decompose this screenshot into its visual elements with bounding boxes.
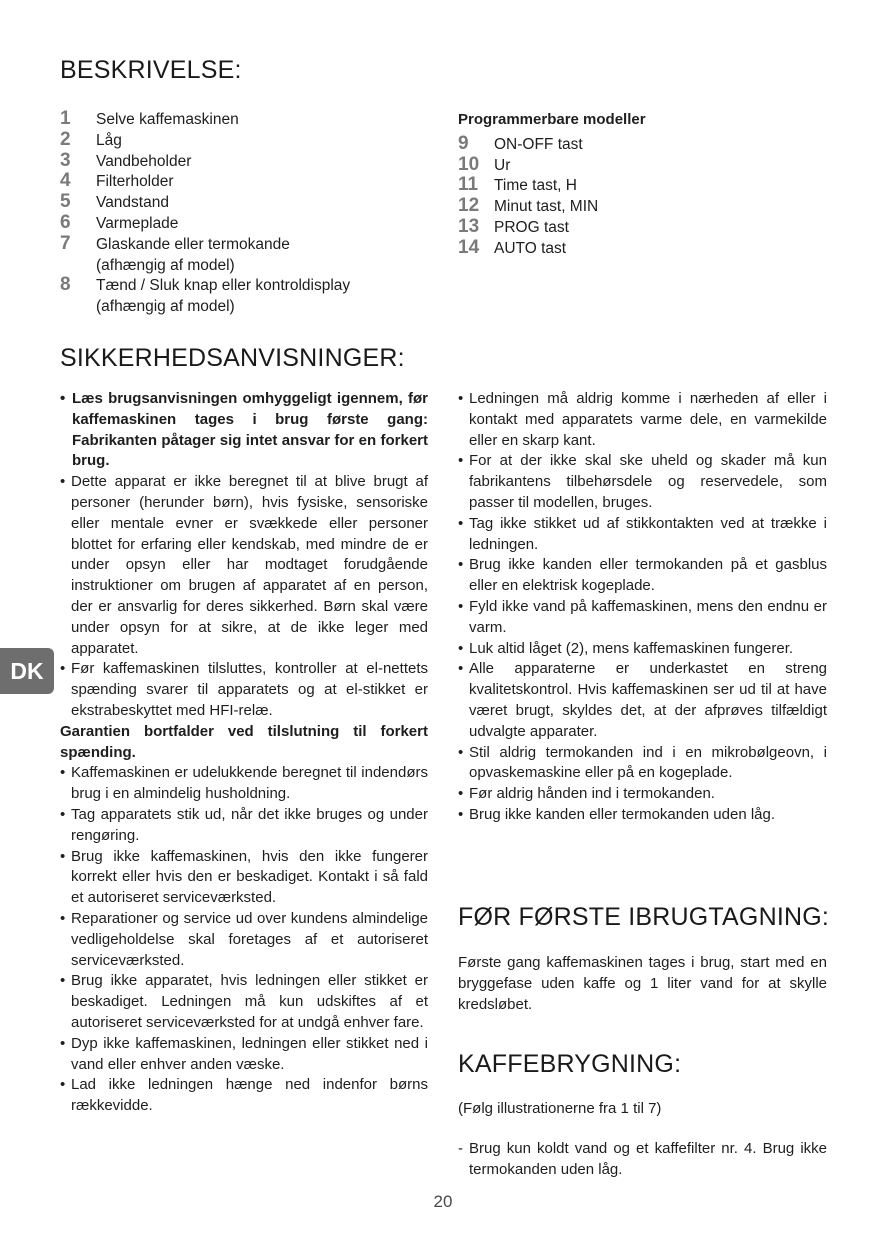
safety-item: • Reparationer og service ud over kundens almindelige vedligeholdelse skal foretages af et autoriseret serviceværksted. xyxy=(60,909,428,971)
part-item: 5 Vandstand xyxy=(60,191,169,213)
programmable-item: 11 Time tast, H xyxy=(458,174,577,196)
safety-item: • Kaffemaskinen er udelukkende beregnet til indendørs brug i en almindelig husholdning. xyxy=(60,763,428,805)
safety-item: • Fyld ikke vand på kaffemaskinen, mens den endnu er varm. xyxy=(458,597,827,639)
safety-item: • Tag ikke stikket ud af stikkontakten ved at trække i ledningen. xyxy=(458,514,827,556)
safety-intro: • Læs brugsanvisningen omhyggeligt igennem, før kaffemaskinen tages i brug første gang: Fabrikanten påtager sig intet ansvar for en forkert brug. xyxy=(60,389,428,472)
part-item: 3 Vandbeholder xyxy=(60,149,192,171)
programmable-item: 10 Ur xyxy=(458,153,511,175)
safety-item: • Stil aldrig termokanden ind i en mikrobølgeovn, i opvaskemaskine eller på en kogeplade. xyxy=(458,743,827,785)
heading-brewing: KAFFEBRYGNING: xyxy=(458,1050,682,1078)
part-item: 1 Selve kaffemaskinen xyxy=(60,108,239,129)
safety-item: • Dyp ikke kaffemaskinen, ledningen eller stikket ned i vand eller enhver anden væske. xyxy=(60,1034,428,1076)
warranty-notice: Garantien bortfalder ved tilslutning til forkert spænding. xyxy=(60,722,428,761)
parts-list xyxy=(60,110,440,318)
programmable-item: 13 PROG tast xyxy=(458,215,569,237)
heading-first-use: FØR FØRSTE IBRUGTAGNING: xyxy=(458,903,830,931)
safety-item: • Luk altid låget (2), mens kaffemaskinen fungerer. xyxy=(458,639,827,660)
programmable-list xyxy=(458,110,838,260)
programmable-item: 9 ON-OFF tast xyxy=(458,132,583,154)
first-use-section xyxy=(458,953,827,1015)
part-item: 7 Glaskande eller termokande (afhængig af model) xyxy=(60,232,290,274)
safety-item: • Tag apparatets stik ud, når det ikke bruges og under rengøring. xyxy=(60,805,428,847)
brewing-note: (Følg illustrationerne fra 1 til 7) xyxy=(458,1100,662,1117)
safety-item: • Før kaffemaskinen tilsluttes, kontroller at el-nettets spænding svarer til apparatets og at el-stikket er ekstrabeskyttet med HFI-relæ. xyxy=(60,659,428,721)
safety-item: • Brug ikke kanden eller termokanden på et gasblus eller en elektrisk kogeplade. xyxy=(458,555,827,597)
programmable-item: 14 AUTO tast xyxy=(458,236,567,258)
part-item: 8 Tænd / Sluk knap eller kontroldisplay (afhængig af model) xyxy=(60,274,351,316)
part-item: 4 Filterholder xyxy=(60,170,174,192)
part-item: 6 Varmeplade xyxy=(60,211,179,233)
safety-item: • Alle apparaterne er underkastet en streng kvalitetskontrol. Hvis kaffemaskinen ser ud til at have været brugt, skyldes det, at der afprøves tilfældigt udvalgte apparater. xyxy=(458,659,827,742)
programmable-title: Programmerbare modeller xyxy=(458,111,646,128)
safety-right-column xyxy=(458,389,827,826)
part-item: 2 Låg xyxy=(60,128,122,150)
safety-item: • Brug ikke apparatet, hvis ledningen eller stikket er beskadiget. Ledningen må kun udskiftes af et autoriseret serviceværksted for at undgå enhver fare. xyxy=(60,971,428,1033)
safety-item: • Lad ikke ledningen hænge ned indenfor børns rækkevidde. xyxy=(60,1075,428,1117)
heading-safety: SIKKERHEDSANVISNINGER: xyxy=(60,344,405,372)
safety-item: • For at der ikke skal ske uheld og skader må kun fabrikantens tilbehørsdele og reservedele, som passer til modellen, bruges. xyxy=(458,451,827,513)
brewing-step: - Brug kun koldt vand og et kaffefilter nr. 4. Brug ikke termokanden uden låg. xyxy=(458,1139,827,1181)
safety-item: • Ledningen må aldrig komme i nærheden af eller i kontakt med apparatets varme dele, en varmekilde eller en skarp kant. xyxy=(458,389,827,451)
safety-item: • Brug ikke kanden eller termokanden uden låg. xyxy=(458,805,827,826)
heading-description: BESKRIVELSE: xyxy=(60,56,242,84)
safety-item: • Brug ikke kaffemaskinen, hvis den ikke fungerer korrekt eller hvis den er beskadiget. Kontakt i så fald et autoriseret serviceværksted. xyxy=(60,847,428,909)
programmable-item: 12 Minut tast, MIN xyxy=(458,195,599,217)
first-use-text: Første gang kaffemaskinen tages i brug, start med en bryggefase uden kaffe og 1 liter vand for at skylle kredsløbet. xyxy=(458,954,827,1013)
brewing-section xyxy=(458,1099,827,1180)
safety-left-column xyxy=(60,389,428,1117)
safety-item: • Dette apparat er ikke beregnet til at blive brugt af personer (herunder børn), hvis fysiske, sensoriske eller mentale evner er svækkede eller personer blottet for erfaring eller kendskab, med mindre de er under opsyn eller har modtaget forudgående instruktioner om brugen af apparatet af en person, der er ansvarlig for deres sikkerhed. Børn skal være under opsyn for at sikre, at de ikke leger med apparatet. xyxy=(60,472,428,659)
safety-item: • Før aldrig hånden ind i termokanden. xyxy=(458,784,827,805)
language-tab: DK xyxy=(0,648,54,694)
page-number: 20 xyxy=(433,1192,453,1211)
